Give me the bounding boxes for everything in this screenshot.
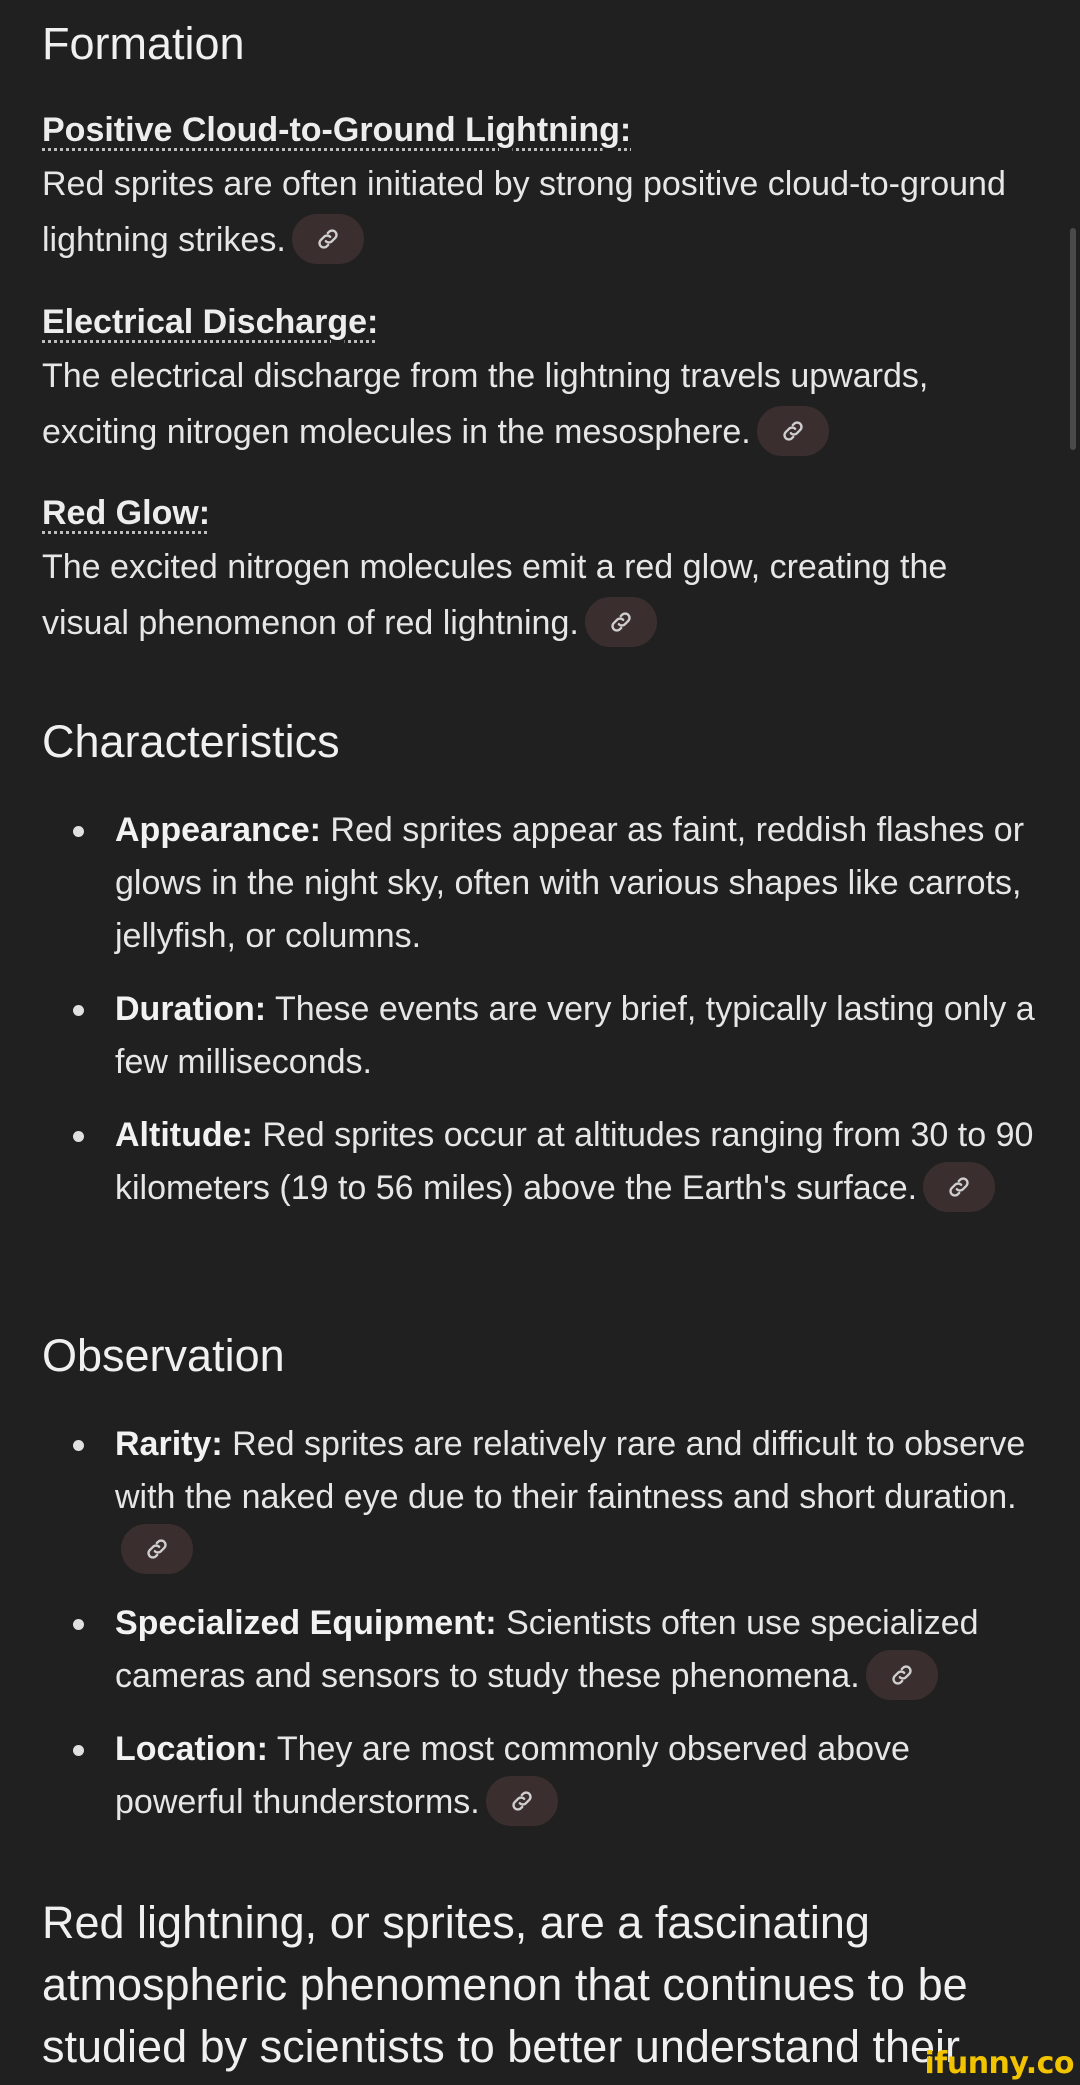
observation-list (42, 1418, 1042, 1829)
item-label: Location: (115, 1730, 268, 1769)
formation-desc-text: Red sprites are often initiated by strong positive cloud-to-ground lightning strikes. (42, 165, 1006, 259)
link-icon (144, 1536, 170, 1562)
formation-term[interactable]: Red Glow: (42, 494, 211, 532)
characteristics-list (42, 804, 1042, 1215)
formation-desc-text: The electrical discharge from the lightning travels upwards, exciting nitrogen molecules in the mesosphere. (42, 357, 929, 451)
link-icon (889, 1662, 915, 1688)
bullet-dot (73, 1005, 84, 1016)
item-label: Specialized Equipment: (115, 1604, 497, 1643)
formation-item (42, 300, 1042, 460)
watermark-logo: ifunny.co (924, 2046, 1074, 2081)
scrollbar[interactable] (1070, 228, 1076, 450)
source-link-button[interactable] (866, 1650, 938, 1700)
formation-item (42, 491, 1042, 651)
source-link-button[interactable] (585, 597, 657, 647)
closing-paragraph: Red lightning, or sprites, are a fascinating atmospheric phenomenon that continues to be studied by scientists to better understand their (42, 1897, 968, 2072)
item-label: Altitude: (115, 1116, 253, 1154)
item-text: They are most commonly observed above powerful thunderstorms. (115, 1730, 910, 1822)
observation-heading: Observation (42, 1330, 285, 1381)
bullet-dot (73, 1131, 84, 1142)
link-icon (780, 418, 806, 444)
list-item (42, 1109, 1042, 1215)
item-label: Rarity: (115, 1425, 223, 1463)
characteristics-heading: Characteristics (42, 716, 340, 767)
bullet-dot (73, 1745, 84, 1756)
formation-desc (42, 156, 1042, 268)
list-item (42, 1418, 1042, 1577)
item-text: Red sprites occur at altitudes ranging from 30 to 90 kilometers (19 to 56 miles) above the Earth's surface. (115, 1116, 1034, 1207)
item-label: Appearance: (115, 811, 321, 849)
link-icon (946, 1174, 972, 1200)
formation-heading: Formation (42, 18, 245, 69)
list-item (42, 1597, 1042, 1703)
link-icon (315, 226, 341, 252)
bullet-dot (73, 826, 84, 837)
formation-desc (42, 539, 1042, 651)
source-link-button[interactable] (757, 406, 829, 456)
formation-desc-text: The excited nitrogen molecules emit a red glow, creating the visual phenomenon of red lightning. (42, 548, 948, 642)
source-link-button[interactable] (486, 1776, 558, 1826)
list-item (42, 804, 1042, 963)
bullet-dot (73, 1619, 84, 1630)
list-item (42, 1723, 1042, 1829)
item-text: Red sprites appear as faint, reddish flashes or glows in the night sky, often with various shapes like carrots, jellyfish, or columns. (115, 811, 1025, 955)
formation-item (42, 108, 1042, 268)
item-text: Scientists often use specialized cameras and sensors to study these phenomena. (115, 1604, 979, 1696)
link-icon (509, 1788, 535, 1814)
item-label: Duration: (115, 990, 267, 1028)
list-item (42, 983, 1042, 1089)
formation-desc (42, 348, 1042, 460)
formation-term[interactable]: Electrical Discharge: (42, 303, 379, 341)
source-link-button[interactable] (121, 1524, 193, 1574)
source-link-button[interactable] (292, 214, 364, 264)
link-icon (608, 609, 634, 635)
formation-term[interactable]: Positive Cloud-to-Ground Lightning: (42, 111, 632, 149)
bullet-dot (73, 1440, 84, 1451)
source-link-button[interactable] (923, 1162, 995, 1212)
item-text: These events are very brief, typically lasting only a few milliseconds. (115, 990, 1035, 1081)
item-text: Red sprites are relatively rare and difficult to observe with the naked eye due to their faintness and short duration. (115, 1425, 1026, 1516)
